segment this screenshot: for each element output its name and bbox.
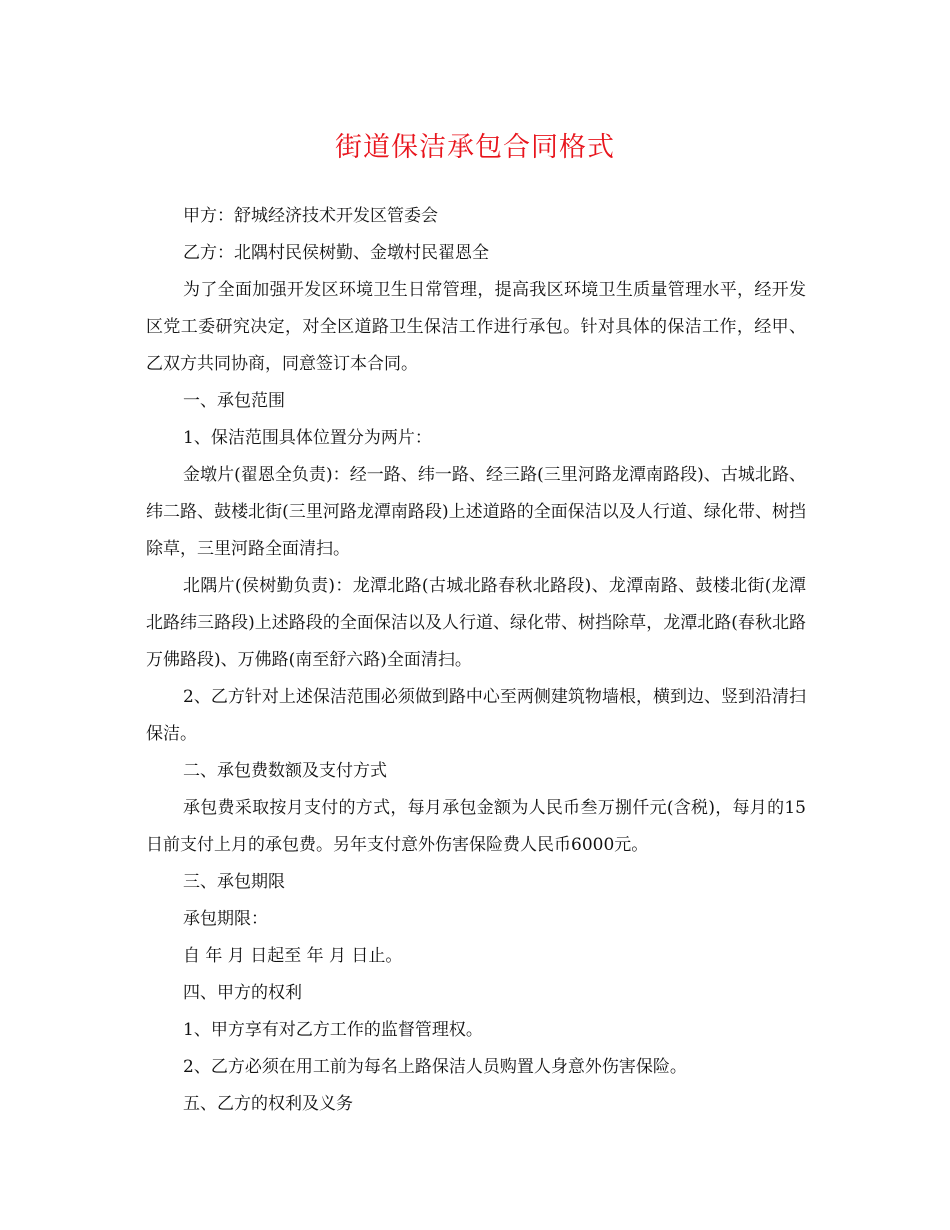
clause-2-scope: 2、乙方针对上述保洁范围必须做到路中心至两侧建筑物墙根，横到边、竖到沿清扫保洁。: [146, 687, 806, 744]
jindun-area-paragraph: 金墩片(翟恩全负责)：经一路、纬一路、经三路(三里河路龙潭南路段)、古城北路、纬二路、鼓楼北街(三里河路龙潭南路段)上述道路的全面保洁以及人行道、绿化带、树挡除草，三里河路全面清扫。: [146, 465, 806, 559]
section-heading-party-a-rights: 四、甲方的权利: [183, 983, 302, 1003]
clause-1-scope: 1、保洁范围具体位置分为两片：: [183, 428, 432, 448]
section-heading-scope: 一、承包范围: [183, 391, 285, 411]
term-dates: 自 年 月 日起至 年 月 日止。: [183, 946, 403, 966]
party-b-line: 乙方：北隅村民侯树勤、金墩村民翟恩全: [183, 243, 489, 263]
section-heading-term: 三、承包期限: [183, 872, 285, 892]
preamble-paragraph: 为了全面加强开发区环境卫生日常管理，提高我区环境卫生质量管理水平，经开发区党工委研究决定，对全区道路卫生保洁工作进行承包。针对具体的保洁工作，经甲、乙双方共同协商，同意签订本合同。: [146, 280, 806, 374]
party-a-right-1: 1、甲方享有对乙方工作的监督管理权。: [183, 1020, 483, 1040]
party-a-right-2: 2、乙方必须在用工前为每名上路保洁人员购置人身意外伤害保险。: [183, 1057, 687, 1077]
section-heading-fee: 二、承包费数额及支付方式: [183, 761, 387, 781]
document-body: [146, 198, 806, 1123]
term-label: 承包期限：: [183, 909, 268, 929]
beiyu-area-paragraph: 北隅片(侯树勤负责)：龙潭北路(古城北路春秋北路段)、龙潭南路、鼓楼北街(龙潭北路纬三路段)上述路段的全面保洁以及人行道、绿化带、树挡除草，龙潭北路(春秋北路万佛路段)、万佛路(南至舒六路)全面清扫。: [146, 576, 806, 670]
party-a-line: 甲方：舒城经济技术开发区管委会: [183, 206, 438, 226]
document-title: 街道保洁承包合同格式: [335, 132, 615, 163]
fee-paragraph: 承包费采取按月支付的方式，每月承包金额为人民币叁万捌仟元(含税)，每月的15日前支付上月的承包费。另年支付意外伤害保险费人民币6000元。: [146, 798, 806, 855]
section-heading-party-b-rights: 五、乙方的权利及义务: [183, 1094, 353, 1114]
